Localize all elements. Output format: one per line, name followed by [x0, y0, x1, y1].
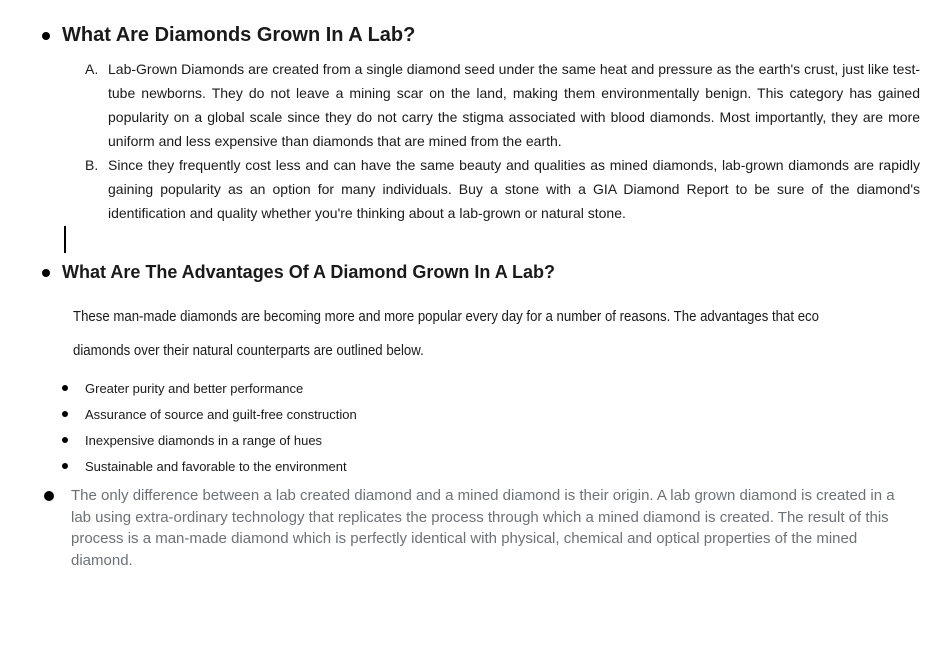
advantage-item — [62, 427, 948, 453]
bullet-icon — [62, 463, 68, 469]
heading-bullet-icon — [42, 269, 50, 277]
section1-heading-row — [42, 24, 948, 47]
bullet-icon — [62, 437, 68, 443]
paragraph-text: Since they frequently cost less and can have the same beauty and qualities as mined diamonds, lab-grown diamonds are rapidly gaining popularity as an option for many individuals. Buy a stone with a GIA Diamond Report to be sure of the diamond's identification and quality whether you're thinking about a lab-grown or natural stone. — [108, 157, 920, 221]
list-marker: A. — [85, 61, 99, 77]
note-paragraph — [44, 485, 948, 571]
advantage-label: Sustainable and favorable to the environment — [85, 458, 347, 474]
bullet-icon — [62, 411, 68, 417]
advantage-label: Assurance of source and guilt-free construction — [85, 406, 357, 422]
lettered-list — [85, 57, 920, 225]
note-text: The only difference between a lab created diamond and a mined diamond is their origin. A lab grown diamond is created in a lab using extra-ordinary technology that replicates the process through which a mined diamond is created. The result of this process is a man-made diamond which is perfectly identical with physical, chemical and optical properties of the mined diamond. — [71, 487, 895, 569]
list-marker: B. — [85, 157, 99, 173]
intro-line-1: These man-made diamonds are becoming more and more popular every day for a number of reasons. The advantages that eco — [73, 308, 819, 325]
bullet-icon — [62, 385, 68, 391]
note-bullet-icon — [44, 491, 54, 501]
intro-line-2: diamonds over their natural counterparts are outlined below. — [73, 342, 424, 359]
advantage-label: Inexpensive diamonds in a range of hues — [85, 432, 323, 448]
intro-paragraph — [73, 307, 948, 361]
list-item-a — [85, 57, 920, 153]
advantages-list — [62, 375, 948, 479]
section2-heading: What Are The Advantages Of A Diamond Grown In A Lab? — [62, 262, 556, 282]
section2-heading-row — [42, 262, 948, 283]
advantage-item — [62, 453, 948, 479]
section1-heading: What Are Diamonds Grown In A Lab? — [62, 24, 416, 46]
advantage-item — [62, 401, 948, 427]
heading-bullet-icon — [42, 32, 50, 40]
list-item-b — [85, 153, 920, 225]
advantage-item — [62, 375, 948, 401]
paragraph-text: Lab-Grown Diamonds are created from a single diamond seed under the same heat and pressure as the earth's crust, just like test-tube newborns. They do not leave a mining scar on the land, making them environmentally benign. This category has gained popularity on a global scale since they do not carry the stigma associated with blood diamonds. Most importantly, they are more uniform and less expensive than diamonds that are mined from the earth. — [108, 61, 920, 149]
text-cursor — [64, 226, 66, 253]
advantage-label: Greater purity and better performance — [85, 380, 304, 396]
